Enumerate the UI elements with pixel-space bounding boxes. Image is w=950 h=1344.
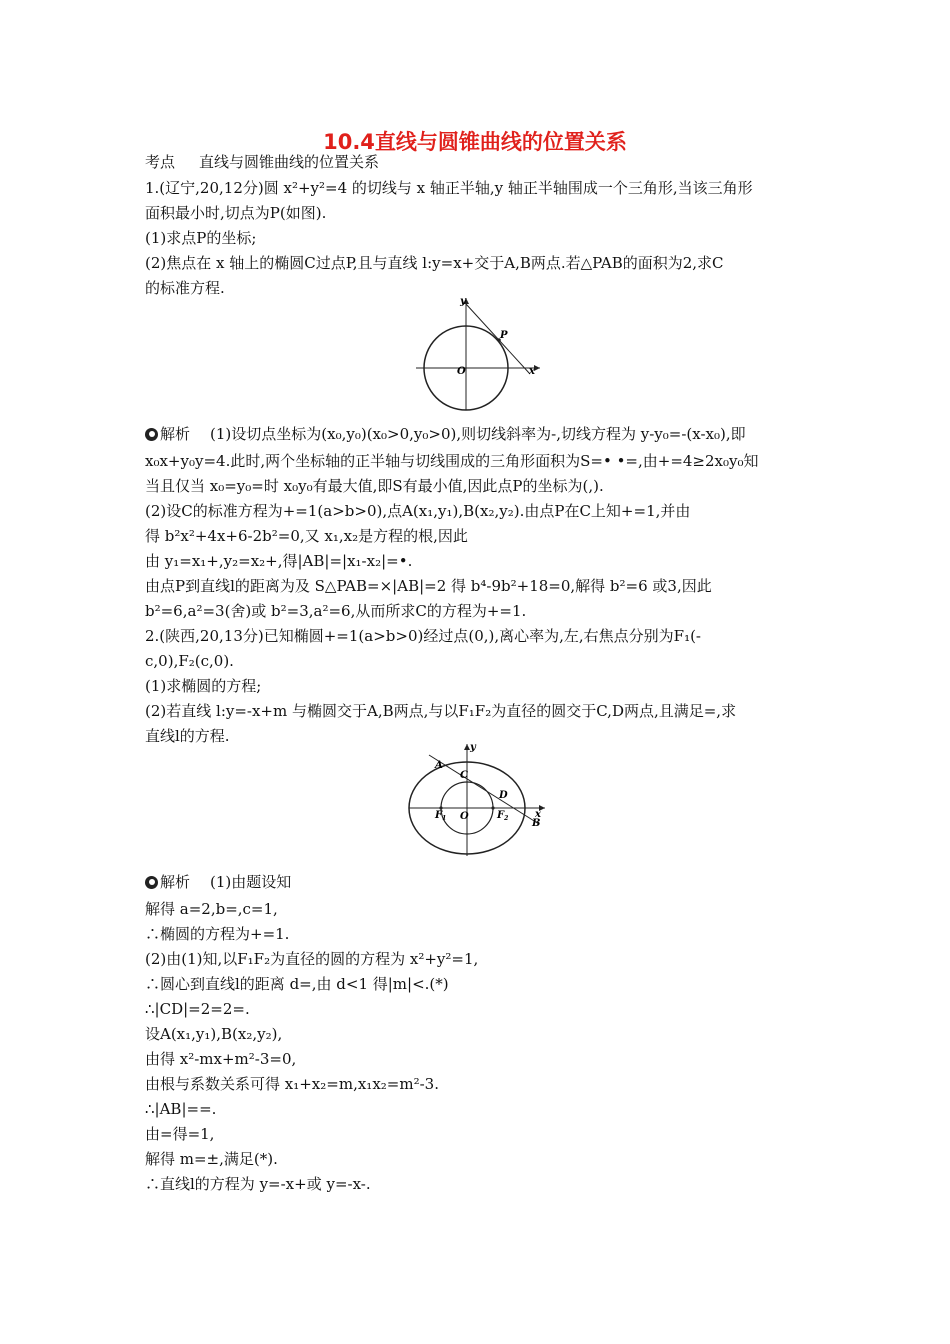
label-p: P [500,330,508,341]
analysis-icon [145,876,158,889]
section-label: 考点 [145,153,176,171]
section-name: 直线与圆锥曲线的位置关系 [199,153,380,171]
text-line: 的标准方程. [145,279,225,297]
label-y: y [460,296,466,307]
text-line: 得 b²x²+4x+6-2b²=0,又 x₁,x₂是方程的根,因此 [145,527,468,545]
label-o: O [460,811,469,822]
text-line: 2.(陕西,20,13分)已知椭圆+=1(a>b>0)经过点(0,),离心率为,左,右焦点分别为F₁(- [145,627,701,645]
text-line: x₀x+y₀y=4.此时,两个坐标轴的正半轴与切线围成的三角形面积为S=• •=,由+=4≥2x₀y₀知 [145,452,759,470]
text-line: ∴|AB|==. [145,1100,217,1118]
section-header [145,152,379,172]
page-title: 10.4直线与圆锥曲线的位置关系 [323,130,627,154]
text-line: 面积最小时,切点为P(如图). [145,204,327,222]
text-line: 由根与系数关系可得 x₁+x₂=m,x₁x₂=m²-3. [145,1075,439,1093]
text-line: (2)若直线 l:y=-x+m 与椭圆交于A,B两点,与以F₁F₂为直径的圆交于C,D两点,且满足=,求 [145,702,737,720]
text-line: 当且仅当 x₀=y₀=时 x₀y₀有最大值,即S有最小值,因此点P的坐标为(,). [145,477,604,495]
text-line: 由点P到直线l的距离为及 S△PAB=×|AB|=2 得 b⁴-9b²+18=0,解得 b²=6 或3,因此 [145,577,712,595]
label-b: B [532,818,541,829]
text-line: 设A(x₁,y₁),B(x₂,y₂), [145,1025,283,1043]
label-c: C [460,770,468,781]
text-line: 由得 x²-mx+m²-3=0, [145,1050,297,1068]
analysis-icon [145,428,158,441]
text-line: 由 y₁=x₁+,y₂=x₂+,得|AB|=|x₁-x₂|=•. [145,552,413,570]
label-d: D [499,790,508,801]
text-line: (1)由题设知 [210,873,292,891]
text-line: c,0),F₂(c,0). [145,652,234,670]
label-y: y [470,742,476,753]
label-f1: $F_1$ [435,810,447,822]
text-line: (2)焦点在 x 轴上的椭圆C过点P,且与直线 l:y=x+交于A,B两点.若△PAB的面积为2,求C [145,254,724,272]
figure-circle-tangent [410,292,545,412]
text-line: (2)设C的标准方程为+=1(a>b>0),点A(x₁,y₁),B(x₂,y₂).由点P在C上知+=1,并由 [145,502,691,520]
text-line: ∴直线l的方程为 y=-x+或 y=-x-. [145,1175,371,1193]
label-x: x [529,366,535,377]
point-f2 [491,806,494,809]
text-line: 1.(辽宁,20,12分)圆 x²+y²=4 的切线与 x 轴正半轴,y 轴正半轴围成一个三角形,当该三角形 [145,179,753,197]
label-x: x [535,809,541,820]
text-line: ∴|CD|=2=2=. [145,1000,250,1018]
text-line: ∴椭圆的方程为+=1. [145,925,290,943]
text-line: (1)求点P的坐标; [145,229,257,247]
text-line: 由=得=1, [145,1125,215,1143]
text-line: 解得 m=±,满足(*). [145,1150,278,1168]
label-f2: $F_2$ [497,810,509,822]
text-line: 直线l的方程. [145,727,230,745]
figure-ellipse-circle [405,740,550,858]
line-l [429,755,539,824]
analysis-line [145,872,291,892]
analysis-label: 解析 [160,873,191,891]
label-a: A [435,760,443,771]
analysis-line [145,424,746,444]
text-line: 解得 a=2,b=,c=1, [145,900,278,918]
text-line: b²=6,a²=3(舍)或 b²=3,a²=6,从而所求C的方程为+=1. [145,602,527,620]
text-line: (1)设切点坐标为(x₀,y₀)(x₀>0,y₀>0),则切线斜率为-,切线方程为 y-y₀=-(x-x₀),即 [210,425,746,443]
analysis-label: 解析 [160,425,191,443]
text-line: (2)由(1)知,以F₁F₂为直径的圆的方程为 x²+y²=1, [145,950,479,968]
text-line: ∴圆心到直线l的距离 d=,由 d<1 得|m|<.(*) [145,975,449,993]
text-line: (1)求椭圆的方程; [145,677,262,695]
label-o: O [457,366,466,377]
